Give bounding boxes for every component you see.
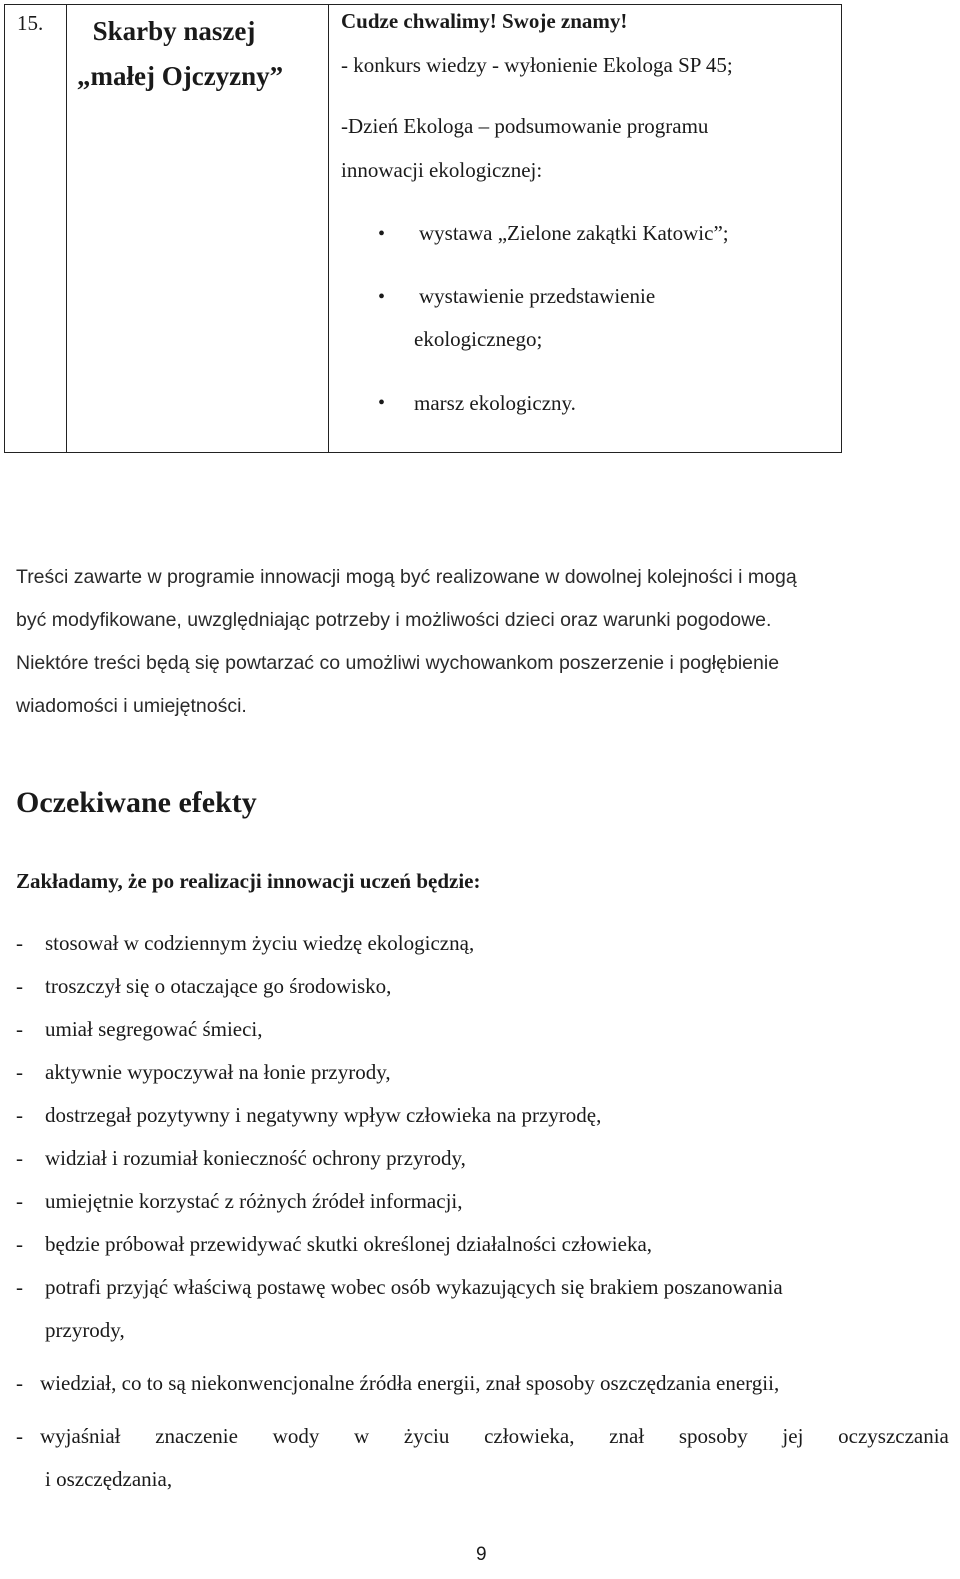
- bullet-icon: •: [378, 286, 386, 308]
- dash-marker: -: [16, 1103, 23, 1127]
- dash-marker: -: [16, 1275, 23, 1299]
- paragraph-line: wiadomości i umiejętności.: [16, 695, 247, 717]
- justified-word: jej: [782, 1424, 804, 1448]
- list-item-text: wiedział, co to są niekonwencjonalne źródła energii, znał sposoby oszczędzania energii,: [40, 1371, 780, 1395]
- list-item-text: troszczył się o otaczające go środowisko,: [45, 974, 392, 998]
- dash-marker: -: [16, 1232, 23, 1256]
- topic-title: [77, 9, 284, 99]
- paragraph-line: Niektóre treści będą się powtarzać co umożliwi wychowankom poszerzenie i pogłębienie: [16, 652, 780, 674]
- description-paragraph: [16, 556, 946, 728]
- bullet-item: wystawa „Zielone zakątki Katowic”;: [419, 221, 729, 245]
- list-item-text: umiejętnie korzystać z różnych źródeł informacji,: [45, 1189, 463, 1213]
- list-item-text: umiał segregować śmieci,: [45, 1017, 263, 1041]
- dash-marker: -: [16, 931, 23, 955]
- justified-word: życiu: [403, 1424, 450, 1448]
- row-number: 15.: [17, 11, 44, 35]
- justified-word: znaczenie: [155, 1424, 238, 1448]
- dash-marker: -: [16, 1017, 23, 1041]
- justified-word: człowieka,: [484, 1424, 575, 1448]
- list-item-text: i oszczędzania,: [45, 1467, 173, 1491]
- activity-line: innowacji ekologicznej:: [341, 158, 543, 182]
- dash-marker: -: [16, 974, 23, 998]
- paragraph-line: być modyfikowane, uwzględniając potrzeby i możliwości dzieci oraz warunki pogodowe.: [16, 609, 772, 631]
- column-divider: [328, 5, 329, 452]
- column-divider: [66, 5, 67, 452]
- list-item-text: aktywnie wypoczywał na łonie przyrody,: [45, 1060, 391, 1084]
- list-item-text: dostrzegał pozytywny i negatywny wpływ człowieka na przyrodę,: [45, 1103, 602, 1127]
- program-table: [4, 4, 842, 453]
- list-item-text: stosował w codziennym życiu wiedzę ekologiczną,: [45, 931, 475, 955]
- bullet-item-continued: ekologicznego;: [414, 327, 543, 351]
- justified-word: w: [354, 1424, 370, 1448]
- list-item-text: [40, 1424, 949, 1449]
- bullet-icon: •: [378, 223, 386, 245]
- list-item-text: przyrody,: [45, 1318, 125, 1342]
- bullet-item: wystawienie przedstawienie: [419, 284, 656, 308]
- list-item-text: widział i rozumiał konieczność ochrony przyrody,: [45, 1146, 466, 1170]
- dash-marker: -: [16, 1146, 23, 1170]
- dash-marker: -: [16, 1371, 23, 1395]
- dash-marker: -: [16, 1060, 23, 1084]
- list-item-text: potrafi przyjąć właściwą postawę wobec osób wykazujących się brakiem poszanowania: [45, 1275, 783, 1299]
- activity-title: Cudze chwalimy! Swoje znamy!: [341, 9, 628, 33]
- section-heading: Oczekiwane efekty: [16, 786, 257, 819]
- justified-word: znał: [609, 1424, 645, 1448]
- lead-sentence: Zakładamy, że po realizacji innowacji uczeń będzie:: [16, 869, 481, 893]
- justified-word: wyjaśniał: [40, 1424, 121, 1448]
- justified-word: wody: [272, 1424, 320, 1448]
- paragraph-line: Treści zawarte w programie innowacji mogą być realizowane w dowolnej kolejności i mogą: [16, 566, 797, 588]
- justified-word: sposoby: [678, 1424, 748, 1448]
- topic-line-1: Skarby naszej: [92, 16, 256, 46]
- dash-marker: -: [16, 1424, 23, 1448]
- page-number: 9: [476, 1544, 487, 1565]
- bullet-icon: •: [378, 392, 386, 414]
- topic-line-2: „małej Ojczyzny”: [77, 61, 284, 91]
- activity-line: - konkurs wiedzy - wyłonienie Ekologa SP 45;: [341, 53, 733, 77]
- list-item-text: będzie próbował przewidywać skutki określonej działalności człowieka,: [45, 1232, 653, 1256]
- justified-word: oczyszczania: [838, 1424, 949, 1448]
- dash-marker: -: [16, 1189, 23, 1213]
- activity-line: -Dzień Ekologa – podsumowanie programu: [341, 114, 709, 138]
- bullet-item: marsz ekologiczny.: [414, 391, 576, 415]
